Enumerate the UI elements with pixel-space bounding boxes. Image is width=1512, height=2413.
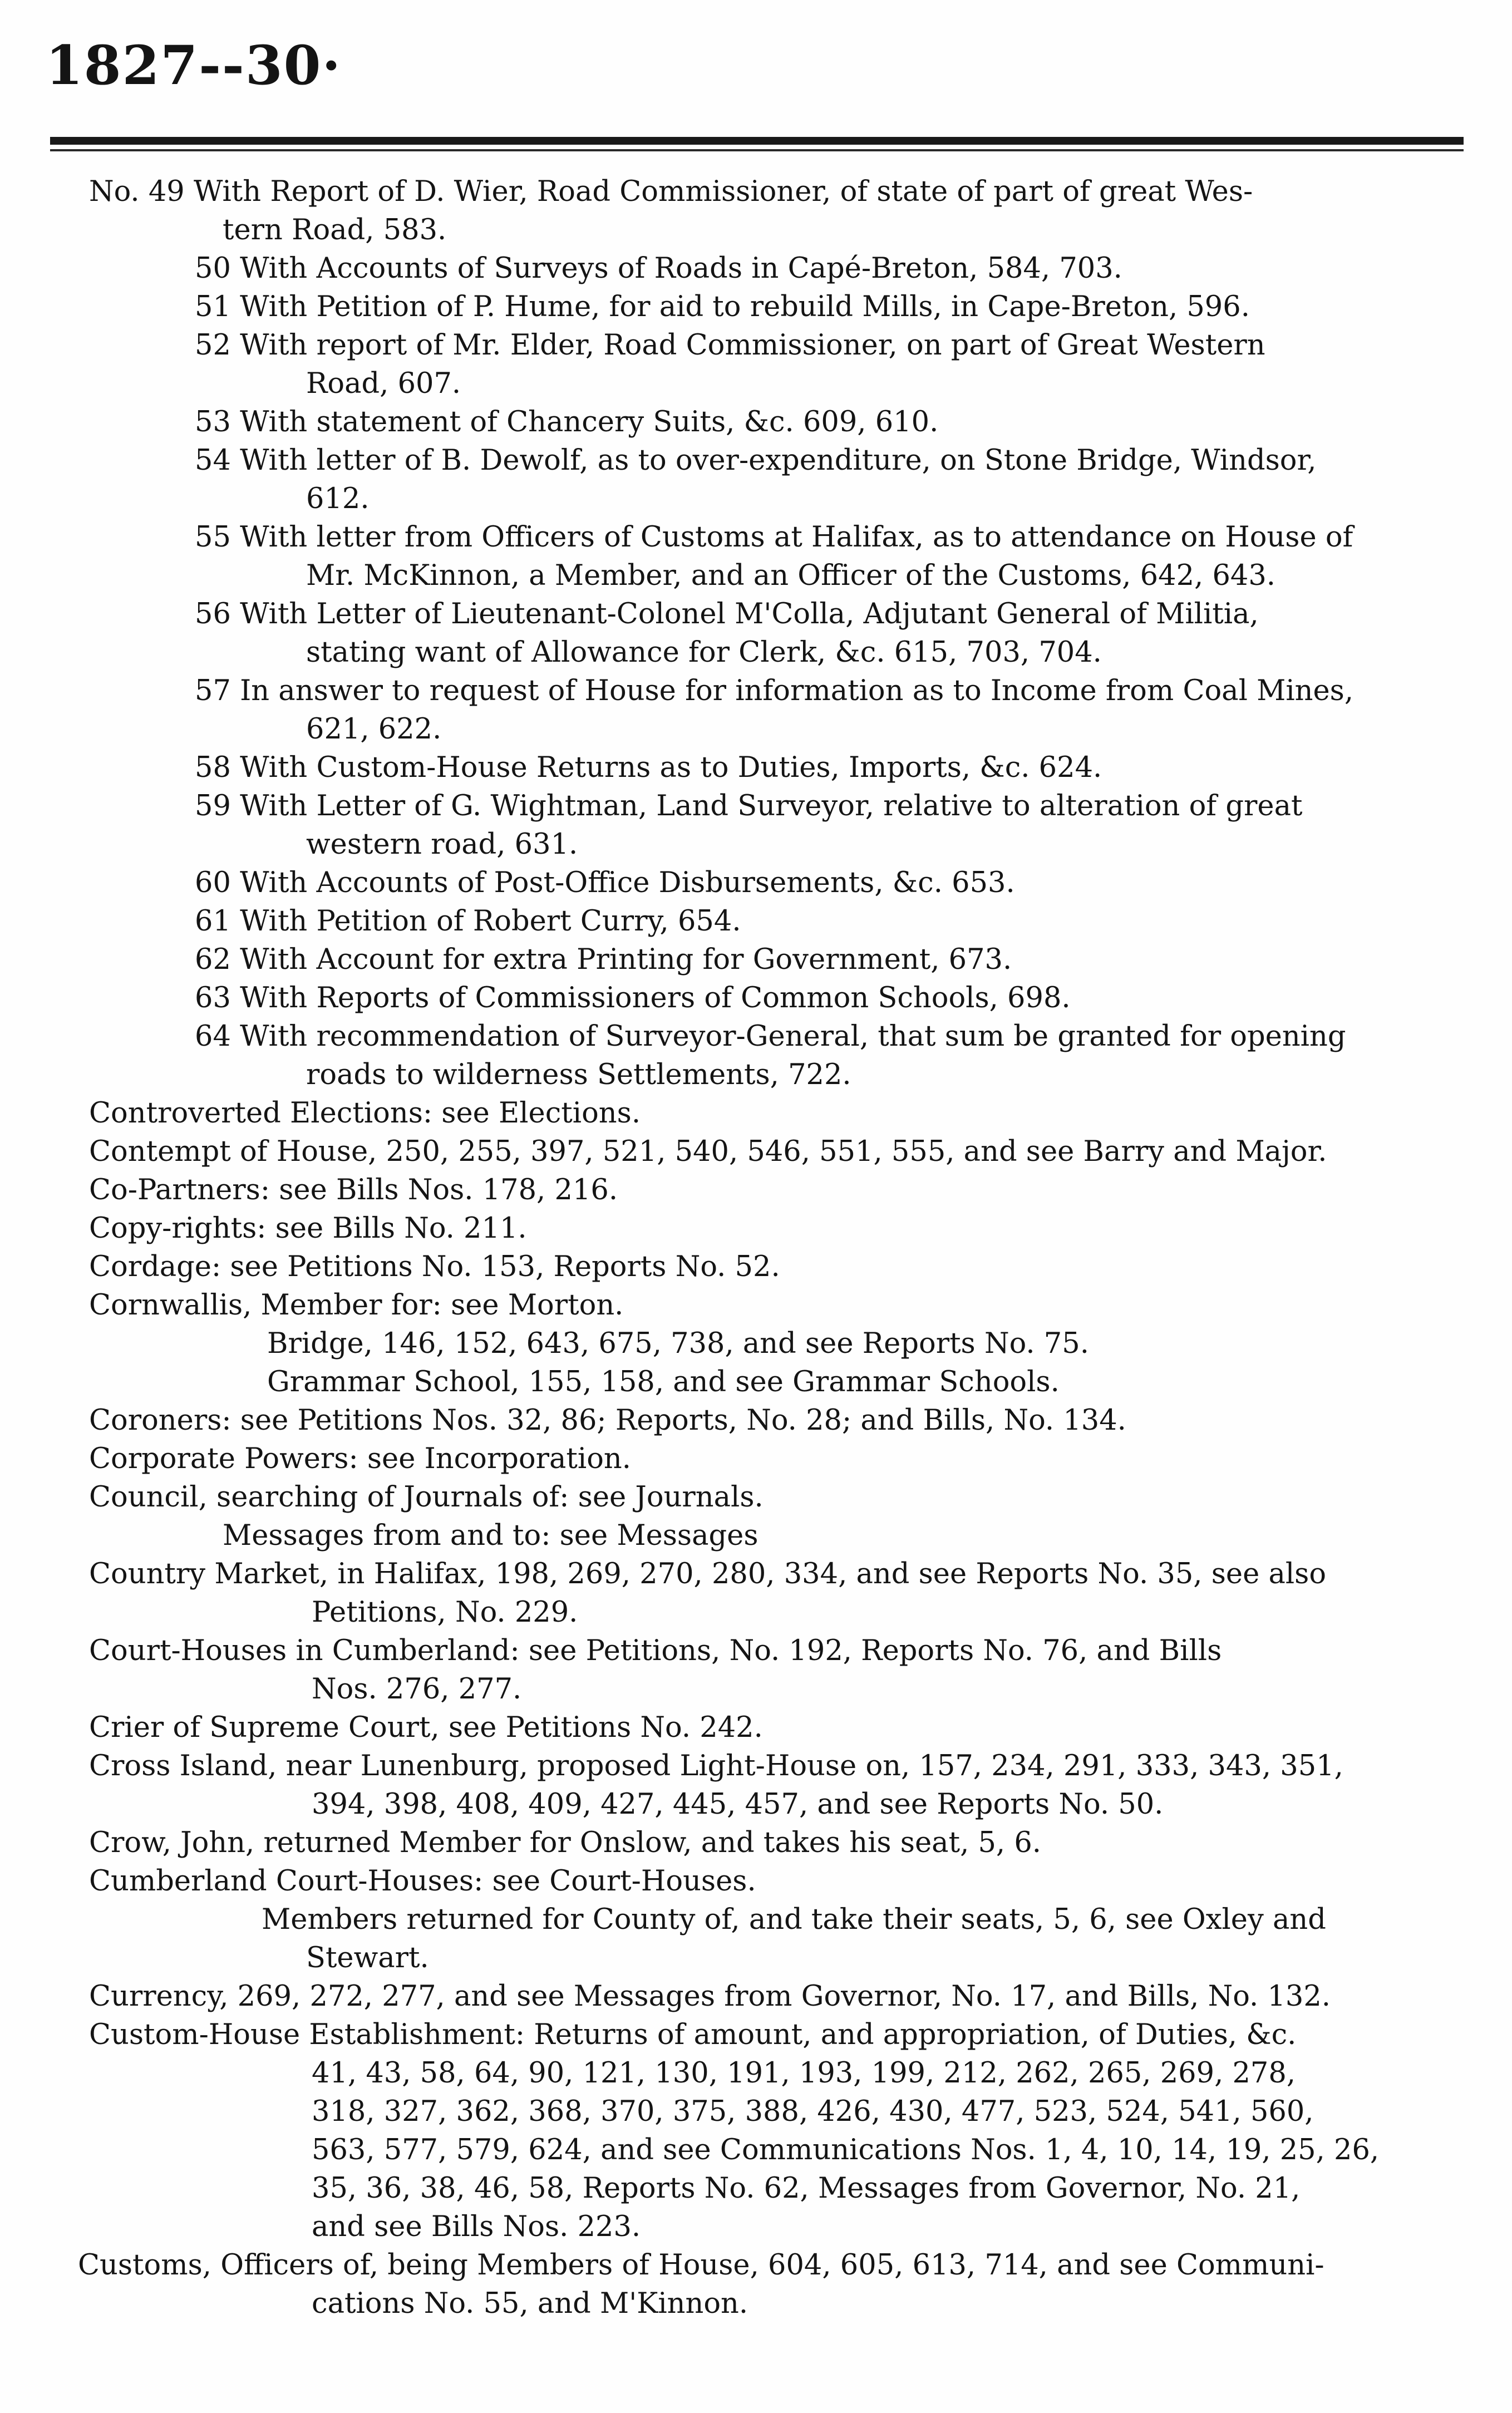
- index-entry-line: 59 With Letter of G. Wightman, Land Surveyor, relative to alteration of great: [195, 790, 1303, 823]
- index-entry-continuation: Petitions, No. 229.: [312, 1596, 578, 1629]
- index-entry-line: 54 With letter of B. Dewolf, as to over-expenditure, on Stone Bridge, Windsor,: [195, 444, 1317, 477]
- index-entry-continuation: 35, 36, 38, 46, 58, Reports No. 62, Messages from Governor, No. 21,: [312, 2172, 1301, 2205]
- index-entry-continuation: Nos. 276, 277.: [312, 1673, 522, 1706]
- index-entry-continuation: Mr. McKinnon, a Member, and an Officer of the Customs, 642, 643.: [306, 559, 1275, 592]
- index-entry-line: 60 With Accounts of Post-Office Disbursements, &c. 653.: [195, 866, 1015, 899]
- index-entry-line: Country Market, in Halifax, 198, 269, 270, 280, 334, and see Reports No. 35, see also: [89, 1558, 1327, 1590]
- index-entry: [0, 864, 1512, 902]
- index-entry-line: Corporate Powers: see Incorporation.: [89, 1442, 631, 1475]
- index-entry: [0, 173, 1512, 249]
- index-entry: [0, 326, 1512, 403]
- index-entry: [0, 1555, 1512, 1632]
- index-entry: [0, 1900, 1512, 1977]
- index-entry-continuation: 621, 622.: [306, 713, 442, 746]
- index-entry: [0, 1440, 1512, 1478]
- index-entry-continuation: 612.: [306, 482, 370, 515]
- index-entry-continuation: western road, 631.: [306, 828, 578, 861]
- index-entry: [0, 748, 1512, 787]
- index-entry: [0, 1248, 1512, 1286]
- index-entry-line: Bridge, 146, 152, 643, 675, 738, and see Reports No. 75.: [267, 1327, 1089, 1360]
- index-entry: [0, 979, 1512, 1017]
- index-entry-line: 61 With Petition of Robert Curry, 654.: [195, 905, 741, 938]
- index-entry-line: 50 With Accounts of Surveys of Roads in Capé-Breton, 584, 703.: [195, 252, 1122, 285]
- index-entry: [0, 1324, 1512, 1363]
- index-entry-continuation: 394, 398, 408, 409, 427, 445, 457, and see Reports No. 50.: [312, 1788, 1164, 1821]
- index-entry-continuation: Road, 607.: [306, 367, 461, 400]
- index-entry-line: Crier of Supreme Court, see Petitions No. 242.: [89, 1711, 763, 1744]
- index-entry-continuation: 563, 577, 579, 624, and see Communications Nos. 1, 4, 10, 14, 19, 25, 26,: [312, 2134, 1380, 2166]
- index-entry-line: 64 With recommendation of Surveyor-General, that sum be granted for opening: [195, 1020, 1346, 1053]
- header-rule-thick: [50, 137, 1464, 145]
- index-entry-continuation: stating want of Allowance for Clerk, &c. 615, 703, 704.: [306, 636, 1102, 669]
- index-entry-line: 52 With report of Mr. Elder, Road Commissioner, on part of Great Western: [195, 329, 1265, 362]
- index-entry: [0, 940, 1512, 979]
- index-entry-line: 62 With Account for extra Printing for Government, 673.: [195, 943, 1012, 976]
- index-entry: [0, 441, 1512, 518]
- header-rule-thin: [50, 149, 1464, 151]
- index-entry: [0, 1516, 1512, 1555]
- index-entry-continuation: Stewart.: [306, 1942, 429, 1974]
- index-entry-line: Court-Houses in Cumberland: see Petitions, No. 192, Reports No. 76, and Bills: [89, 1634, 1222, 1667]
- index-entry-line: Copy-rights: see Bills No. 211.: [89, 1212, 527, 1245]
- index-entry-line: Currency, 269, 272, 277, and see Messages from Governor, No. 17, and Bills, No. 132.: [89, 1980, 1331, 2013]
- index-entry: [0, 2016, 1512, 2246]
- index-entry-continuation: cations No. 55, and M'Kinnon.: [312, 2287, 748, 2320]
- index-entry: [0, 787, 1512, 864]
- index-entry: [0, 1171, 1512, 1209]
- index-entry: [0, 1363, 1512, 1401]
- index-entry-continuation: and see Bills Nos. 223.: [312, 2210, 641, 2243]
- index-entry: [0, 288, 1512, 326]
- index-entry-line: Cornwallis, Member for: see Morton.: [89, 1289, 624, 1322]
- index-entry: [0, 1094, 1512, 1132]
- index-entry: [0, 1708, 1512, 1747]
- index-entry: [0, 1132, 1512, 1171]
- index-entry-line: 63 With Reports of Commissioners of Common Schools, 698.: [195, 982, 1071, 1015]
- index-entry: [0, 1862, 1512, 1900]
- index-entry-line: Contempt of House, 250, 255, 397, 521, 540, 546, 551, 555, and see Barry and Major.: [89, 1135, 1327, 1168]
- index-entry-continuation: roads to wilderness Settlements, 722.: [306, 1058, 851, 1091]
- index-entry-line: 51 With Petition of P. Hume, for aid to rebuild Mills, in Cape-Breton, 596.: [195, 290, 1250, 323]
- index-entry: [0, 518, 1512, 595]
- index-entry-line: 58 With Custom-House Returns as to Duties, Imports, &c. 624.: [195, 751, 1102, 784]
- index-entry-line: Customs, Officers of, being Members of House, 604, 605, 613, 714, and see Communi-: [78, 2249, 1324, 2282]
- index-entry-continuation: 41, 43, 58, 64, 90, 121, 130, 191, 193, 199, 212, 262, 265, 269, 278,: [312, 2057, 1296, 2090]
- index-entry: [0, 249, 1512, 288]
- index-entry-line: Crow, John, returned Member for Onslow, and takes his seat, 5, 6.: [89, 1826, 1042, 1859]
- index-entries: [0, 173, 1512, 2323]
- running-head: 1827--30·: [46, 34, 342, 97]
- index-entry-line: Grammar School, 155, 158, and see Grammar Schools.: [267, 1366, 1060, 1398]
- index-entry-line: Custom-House Establishment: Returns of amount, and appropriation, of Duties, &c.: [89, 2018, 1297, 2051]
- index-entry-line: 53 With statement of Chancery Suits, &c. 609, 610.: [195, 406, 939, 439]
- index-entry: [0, 403, 1512, 441]
- index-entry-line: Coroners: see Petitions Nos. 32, 86; Reports, No. 28; and Bills, No. 134.: [89, 1404, 1126, 1437]
- index-entry-line: Council, searching of Journals of: see Journals.: [89, 1481, 764, 1514]
- index-entry-line: Members returned for County of, and take their seats, 5, 6, see Oxley and: [262, 1903, 1326, 1936]
- index-entry: [0, 1824, 1512, 1862]
- index-entry-line: 56 With Letter of Lieutenant-Colonel M'Colla, Adjutant General of Militia,: [195, 598, 1259, 631]
- index-entry-line: Cordage: see Petitions No. 153, Reports No. 52.: [89, 1250, 780, 1283]
- index-entry-line: Messages from and to: see Messages: [223, 1519, 759, 1552]
- index-entry-line: Cumberland Court-Houses: see Court-Houses.: [89, 1865, 756, 1898]
- index-entry: [0, 672, 1512, 748]
- index-entry-line: Cross Island, near Lunenburg, proposed Light-House on, 157, 234, 291, 333, 343, 351,: [89, 1750, 1343, 1782]
- index-entry: [0, 1747, 1512, 1824]
- index-entry-continuation: 318, 327, 362, 368, 370, 375, 388, 426, 430, 477, 523, 524, 541, 560,: [312, 2095, 1314, 2128]
- index-entry-line: 57 In answer to request of House for information as to Income from Coal Mines,: [195, 674, 1354, 707]
- index-entry: [0, 1209, 1512, 1248]
- index-entry: [0, 2246, 1512, 2323]
- index-entry-continuation: tern Road, 583.: [223, 214, 447, 247]
- index-entry: [0, 595, 1512, 672]
- index-entry: [0, 902, 1512, 940]
- index-entry-line: Controverted Elections: see Elections.: [89, 1097, 641, 1130]
- index-entry: [0, 1286, 1512, 1324]
- index-entry: [0, 1632, 1512, 1708]
- index-entry: [0, 1478, 1512, 1516]
- index-entry: [0, 1401, 1512, 1440]
- index-entry-line: No. 49 With Report of D. Wier, Road Commissioner, of state of part of great Wes-: [89, 175, 1253, 208]
- index-entry-line: Co-Partners: see Bills Nos. 178, 216.: [89, 1174, 618, 1206]
- index-entry: [0, 1017, 1512, 1094]
- index-entry: [0, 1977, 1512, 2016]
- index-entry-line: 55 With letter from Officers of Customs at Halifax, as to attendance on House of: [195, 521, 1353, 554]
